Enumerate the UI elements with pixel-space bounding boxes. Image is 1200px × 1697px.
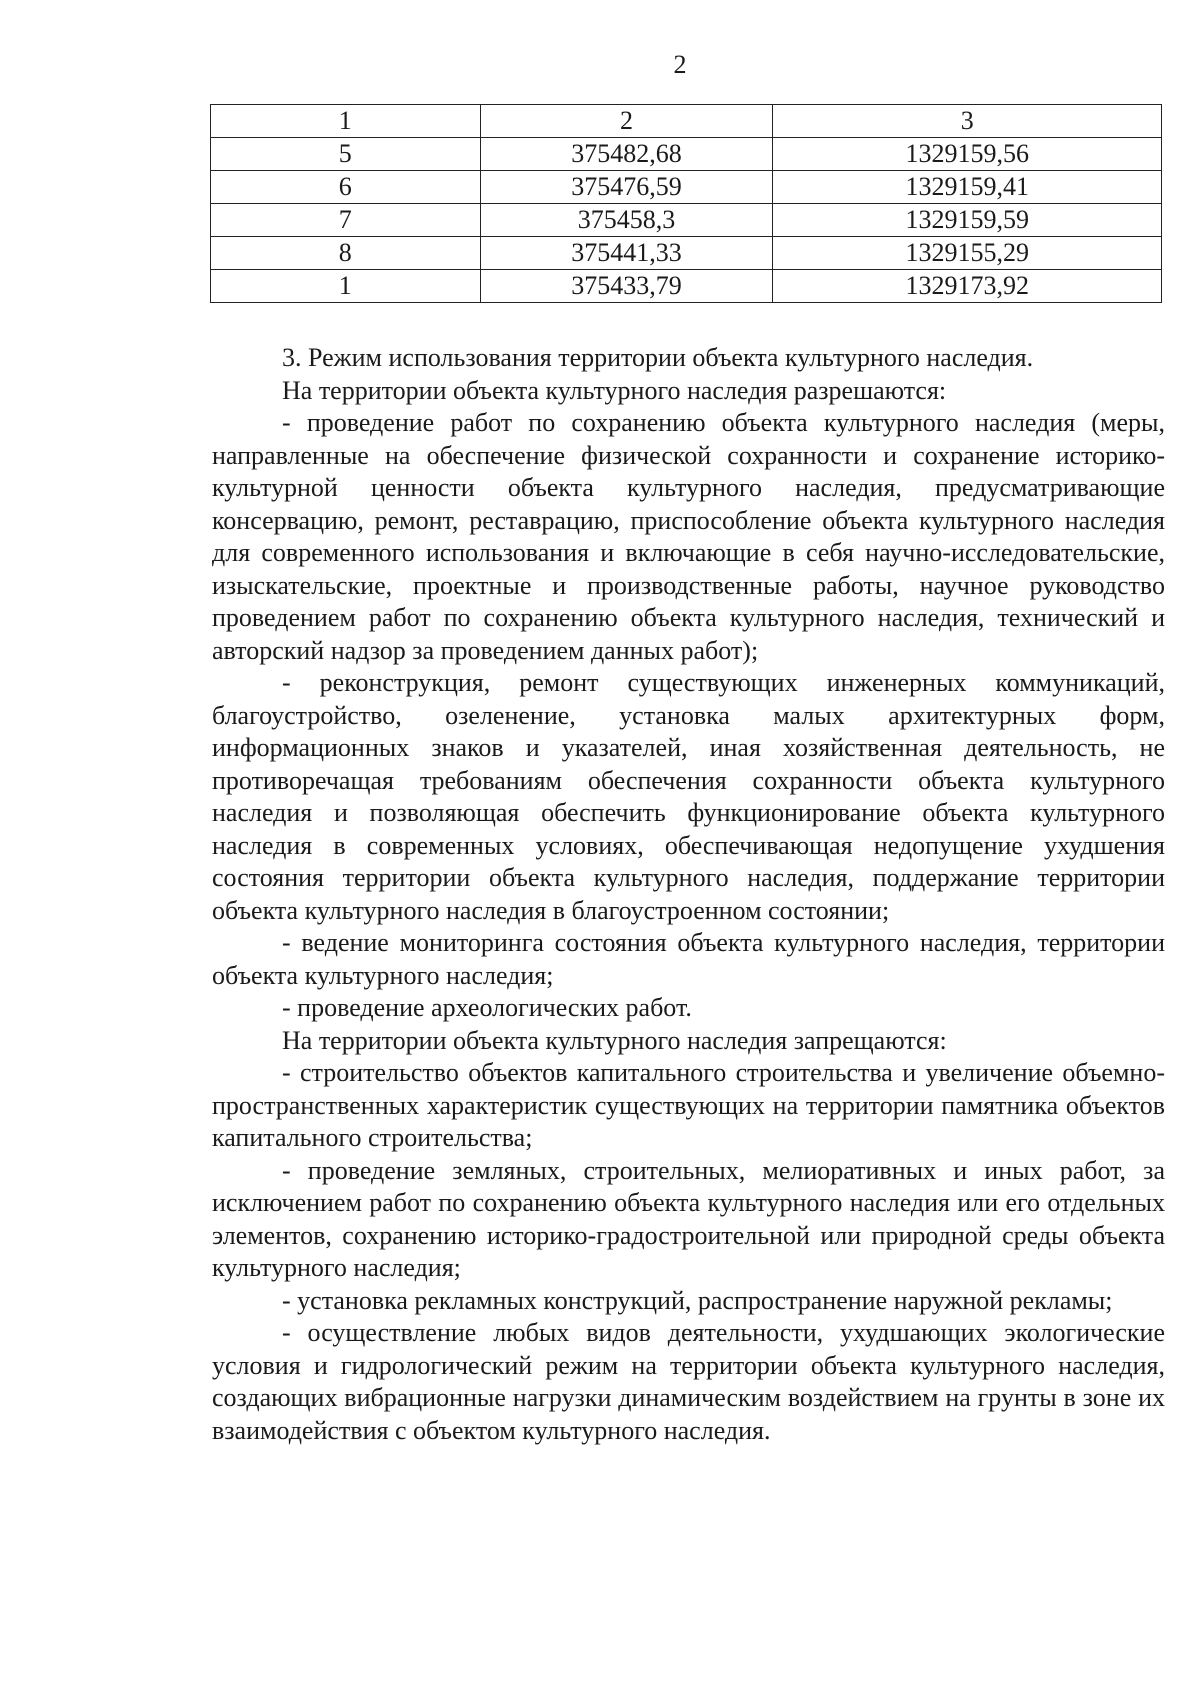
prohibited-item: - осуществление любых видов деятельности, ухудшающих экологические условия и гидрологический режим на территории объекта культурного наследия, создающих вибрационные нагрузки динамическим воздействием на грунты в зоне их взаимодействия с объектом культурного наследия.	[212, 1318, 1165, 1445]
prohibited-item: - проведение земляных, строительных, мелиоративных и иных работ, за исключением работ по сохранению объекта культурного наследия или его отдельных элементов, сохранению историко-градостроительной или природной среды объекта культурного наследия;	[212, 1155, 1165, 1282]
table-cell: 375482,68	[480, 138, 773, 171]
table-row	[211, 237, 1162, 270]
table-row	[211, 171, 1162, 204]
table-cell: 375433,79	[480, 270, 773, 303]
prohibited-item: - строительство объектов капитального строительства и увеличение объемно-пространственных характеристик существующих на территории памятника объектов капитального строительства;	[212, 1058, 1165, 1152]
prohibited-item: - установка рекламных конструкций, распространение наружной рекламы;	[282, 1285, 1113, 1315]
table-cell: 5	[211, 138, 481, 171]
table-cell: 7	[211, 204, 481, 237]
prohibited-intro: На территории объекта культурного наследия запрещаются:	[282, 1025, 947, 1055]
table-row	[211, 270, 1162, 303]
table-cell: 1329159,41	[773, 171, 1162, 204]
table-row	[211, 138, 1162, 171]
table-cell: 6	[211, 171, 481, 204]
table-cell: 1329155,29	[773, 237, 1162, 270]
coordinates-table	[210, 104, 1162, 303]
table-header-cell: 3	[773, 105, 1162, 138]
table-cell: 1329159,56	[773, 138, 1162, 171]
section-heading: 3. Режим использования территории объекта культурного наследия.	[282, 343, 1034, 372]
table-cell: 1329159,59	[773, 204, 1162, 237]
page-number: 2	[673, 50, 687, 79]
table-header-cell: 2	[480, 105, 773, 138]
permitted-item: - проведение работ по сохранению объекта культурного наследия (меры, направленные на обеспечение физической сохранности и сохранение историко-культурной ценности объекта культурного наследия, предусматривающие консервацию, ремонт, реставрацию, приспособление объекта культурного наследия для современного использования и включающие в себя научно-исследовательские, изыскательские, проектные и производственные работы, научное руководство проведением работ по сохранению объекта культурного наследия, технический и авторский надзор за проведением данных работ);	[212, 408, 1165, 665]
document-body	[212, 342, 1165, 1447]
table-header-cell: 1	[211, 105, 481, 138]
permitted-item: - реконструкция, ремонт существующих инженерных коммуникаций, благоустройство, озеленение, установка малых архитектурных форм, информационных знаков и указателей, иная хозяйственная деятельность, не противоречащая требованиям обеспечения сохранности объекта культурного наследия и позволяющая обеспечить функционирование объекта культурного наследия в современных условиях, обеспечивающая недопущение ухудшения состояния территории объекта культурного наследия, поддержание территории объекта культурного наследия в благоустроенном состоянии;	[212, 668, 1165, 925]
permitted-item: - ведение мониторинга состояния объекта культурного наследия, территории объекта культурного наследия;	[212, 928, 1165, 990]
table-cell: 375476,59	[480, 171, 773, 204]
table-cell: 375441,33	[480, 237, 773, 270]
table-cell: 8	[211, 237, 481, 270]
table-row	[211, 204, 1162, 237]
table-cell: 1	[211, 270, 481, 303]
table-cell: 1329173,92	[773, 270, 1162, 303]
table-header-row	[211, 105, 1162, 138]
permitted-item: - проведение археологических работ.	[282, 993, 692, 1022]
table-cell: 375458,3	[480, 204, 773, 237]
permitted-intro: На территории объекта культурного наследия разрешаются:	[282, 375, 947, 405]
